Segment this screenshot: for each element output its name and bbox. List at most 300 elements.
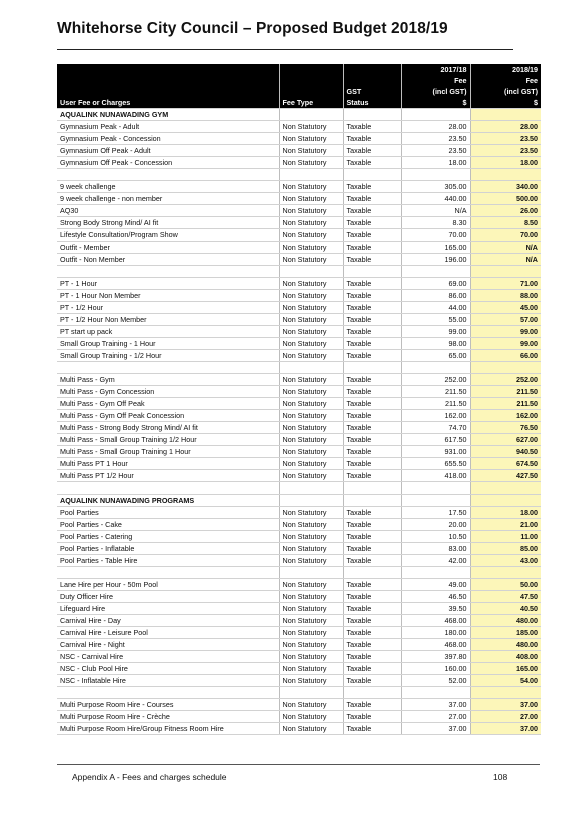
table-row [57, 590, 541, 602]
table-row [57, 711, 541, 723]
fee-type-cell: Non Statutory [279, 193, 343, 205]
table-row [57, 181, 541, 193]
fee-2018-cell: 47.50 [470, 590, 541, 602]
desc-cell: Small Group Training - 1 Hour [57, 337, 279, 349]
fee-2017-cell: 397.80 [401, 651, 470, 663]
gst-cell: Taxable [343, 205, 401, 217]
section-heading-row [57, 494, 541, 506]
table-row [57, 386, 541, 398]
fee-type-cell [279, 566, 343, 578]
fee-2018-cell: 185.00 [470, 627, 541, 639]
desc-cell: PT - 1 Hour Non Member [57, 289, 279, 301]
desc-cell: NSC - Inflatable Hire [57, 675, 279, 687]
fee-type-cell: Non Statutory [279, 711, 343, 723]
table-row [57, 651, 541, 663]
fee-type-cell: Non Statutory [279, 578, 343, 590]
fee-2017-cell [401, 265, 470, 277]
fee-type-cell: Non Statutory [279, 723, 343, 735]
fee-2017-cell: 8.30 [401, 217, 470, 229]
table-row [57, 145, 541, 157]
gst-cell: Taxable [343, 422, 401, 434]
fee-type-cell: Non Statutory [279, 530, 343, 542]
fee-2017-cell: 55.00 [401, 313, 470, 325]
desc-cell: Multi Pass - Gym Concession [57, 386, 279, 398]
fee-type-cell: Non Statutory [279, 639, 343, 651]
page-title: Whitehorse City Council – Proposed Budget 2018/19 [57, 20, 448, 37]
table-row [57, 398, 541, 410]
gst-cell: Taxable [343, 253, 401, 265]
fee-2017-cell: 18.00 [401, 157, 470, 169]
desc-cell: Pool Parties - Catering [57, 530, 279, 542]
fee-2018-cell: 340.00 [470, 181, 541, 193]
fee-2017-cell: 252.00 [401, 374, 470, 386]
fee-2018-cell [470, 687, 541, 699]
gst-cell: Taxable [343, 229, 401, 241]
gst-cell: Taxable [343, 145, 401, 157]
fee-type-cell: Non Statutory [279, 313, 343, 325]
desc-cell: Gymnasium Off Peak - Adult [57, 145, 279, 157]
gst-cell: Taxable [343, 133, 401, 145]
fee-type-cell: Non Statutory [279, 590, 343, 602]
fee-2018-cell [470, 265, 541, 277]
gst-cell: Taxable [343, 374, 401, 386]
fee-type-cell: Non Statutory [279, 422, 343, 434]
fee-type-cell [279, 494, 343, 506]
table-row [57, 554, 541, 566]
fee-2018-cell: 99.00 [470, 325, 541, 337]
fee-type-cell: Non Statutory [279, 614, 343, 626]
fee-2017-cell: 27.00 [401, 711, 470, 723]
desc-cell: Carnival Hire - Night [57, 639, 279, 651]
fee-2018-cell: 23.50 [470, 133, 541, 145]
fee-type-cell: Non Statutory [279, 374, 343, 386]
fee-type-cell: Non Statutory [279, 289, 343, 301]
desc-cell [57, 566, 279, 578]
gst-cell: Taxable [343, 590, 401, 602]
fee-2017-cell: 37.00 [401, 699, 470, 711]
fee-2018-cell [470, 361, 541, 373]
table-row [57, 217, 541, 229]
fee-2018-cell: 37.00 [470, 723, 541, 735]
desc-cell: Multi Pass - Strong Body Strong Mind/ AI fit [57, 422, 279, 434]
gst-cell: Taxable [343, 446, 401, 458]
table-row [57, 205, 541, 217]
gst-cell: Taxable [343, 723, 401, 735]
gst-cell: Taxable [343, 711, 401, 723]
gst-cell: Taxable [343, 398, 401, 410]
gst-cell: Taxable [343, 349, 401, 361]
table-row [57, 337, 541, 349]
desc-cell: 9 week challenge - non member [57, 193, 279, 205]
fee-type-cell: Non Statutory [279, 434, 343, 446]
fee-2018-cell: 70.00 [470, 229, 541, 241]
gst-cell: Taxable [343, 301, 401, 313]
gst-cell: Taxable [343, 181, 401, 193]
fee-2018-cell: 18.00 [470, 506, 541, 518]
table-row [57, 627, 541, 639]
fee-2018-cell: 37.00 [470, 699, 541, 711]
fee-2017-cell [401, 494, 470, 506]
fee-2017-cell: 83.00 [401, 542, 470, 554]
fee-2018-cell: 28.00 [470, 121, 541, 133]
fee-2017-cell: 162.00 [401, 410, 470, 422]
fee-2017-cell: 196.00 [401, 253, 470, 265]
table-header [57, 64, 541, 109]
table-row [57, 229, 541, 241]
fee-2018-cell: 45.00 [470, 301, 541, 313]
fee-2017-cell: 74.70 [401, 422, 470, 434]
desc-cell: Pool Parties - Cake [57, 518, 279, 530]
fee-2017-cell: 23.50 [401, 145, 470, 157]
desc-cell: Multi Pass - Gym Off Peak Concession [57, 410, 279, 422]
fee-2017-cell: 65.00 [401, 349, 470, 361]
fee-2017-cell: 49.00 [401, 578, 470, 590]
fee-2017-cell: 70.00 [401, 229, 470, 241]
table-row [57, 663, 541, 675]
spacer-row [57, 169, 541, 181]
fee-type-cell: Non Statutory [279, 506, 343, 518]
fee-2018-cell: 85.00 [470, 542, 541, 554]
table-row [57, 241, 541, 253]
fee-2018-cell [470, 109, 541, 121]
fee-2018-cell: 88.00 [470, 289, 541, 301]
fee-2017-cell: 28.00 [401, 121, 470, 133]
fee-type-cell: Non Statutory [279, 133, 343, 145]
fee-2017-cell: 418.00 [401, 470, 470, 482]
gst-cell: Taxable [343, 325, 401, 337]
fee-2018-cell: 500.00 [470, 193, 541, 205]
spacer-row [57, 265, 541, 277]
gst-cell: Taxable [343, 410, 401, 422]
fee-2017-cell [401, 169, 470, 181]
gst-cell: Taxable [343, 675, 401, 687]
gst-cell [343, 361, 401, 373]
table-row [57, 277, 541, 289]
fee-type-cell: Non Statutory [279, 277, 343, 289]
table-row [57, 434, 541, 446]
fee-type-cell: Non Statutory [279, 398, 343, 410]
fee-2018-cell: 408.00 [470, 651, 541, 663]
table-row [57, 699, 541, 711]
footer-label: Appendix A - Fees and charges schedule [72, 772, 227, 782]
gst-cell: Taxable [343, 157, 401, 169]
fee-2017-cell: 165.00 [401, 241, 470, 253]
desc-cell [57, 265, 279, 277]
fee-type-cell: Non Statutory [279, 121, 343, 133]
fee-2018-cell: 71.00 [470, 277, 541, 289]
desc-cell: Lifeguard Hire [57, 602, 279, 614]
fee-2018-cell: 26.00 [470, 205, 541, 217]
gst-cell: Taxable [343, 386, 401, 398]
desc-cell: Strong Body Strong Mind/ AI fit [57, 217, 279, 229]
table-row [57, 253, 541, 265]
fee-2018-cell: 11.00 [470, 530, 541, 542]
gst-cell: Taxable [343, 277, 401, 289]
fee-2018-cell [470, 566, 541, 578]
table-row [57, 675, 541, 687]
fee-2018-cell: 27.00 [470, 711, 541, 723]
table-row [57, 506, 541, 518]
fee-2018-cell: 427.50 [470, 470, 541, 482]
gst-cell: Taxable [343, 121, 401, 133]
gst-cell [343, 109, 401, 121]
gst-cell: Taxable [343, 542, 401, 554]
fee-2018-cell: 99.00 [470, 337, 541, 349]
fee-2018-cell: 162.00 [470, 410, 541, 422]
fee-2017-cell: 617.50 [401, 434, 470, 446]
fee-2017-cell [401, 361, 470, 373]
table-row [57, 723, 541, 735]
fee-2018-cell: 211.50 [470, 386, 541, 398]
fee-2017-cell: 99.00 [401, 325, 470, 337]
table-row [57, 313, 541, 325]
fee-2017-cell: 20.00 [401, 518, 470, 530]
desc-cell: Multi Purpose Room Hire - Crèche [57, 711, 279, 723]
fee-2018-cell [470, 494, 541, 506]
desc-cell: Multi Pass - Gym [57, 374, 279, 386]
fee-2018-cell: 40.50 [470, 602, 541, 614]
fee-2017-cell: 37.00 [401, 723, 470, 735]
fee-type-cell [279, 109, 343, 121]
fee-type-cell: Non Statutory [279, 157, 343, 169]
desc-cell: NSC - Club Pool Hire [57, 663, 279, 675]
fee-2017-cell: 468.00 [401, 614, 470, 626]
fee-type-cell: Non Statutory [279, 542, 343, 554]
fee-2018-cell: 480.00 [470, 639, 541, 651]
fee-type-cell [279, 482, 343, 494]
desc-cell: Multi Pass PT 1 Hour [57, 458, 279, 470]
spacer-row [57, 566, 541, 578]
desc-cell: Multi Pass - Small Group Training 1/2 Hour [57, 434, 279, 446]
fee-2017-cell: 23.50 [401, 133, 470, 145]
fee-2017-cell: 211.50 [401, 386, 470, 398]
fee-type-cell: Non Statutory [279, 518, 343, 530]
page-number: 108 [493, 772, 508, 782]
table-row [57, 614, 541, 626]
spacer-row [57, 687, 541, 699]
fee-2018-cell: 165.00 [470, 663, 541, 675]
table-row [57, 542, 541, 554]
table-row [57, 530, 541, 542]
fee-type-cell [279, 361, 343, 373]
desc-cell: PT - 1 Hour [57, 277, 279, 289]
fee-type-cell [279, 169, 343, 181]
fee-type-cell: Non Statutory [279, 325, 343, 337]
fee-2018-cell: 43.00 [470, 554, 541, 566]
gst-cell: Taxable [343, 518, 401, 530]
table-row [57, 410, 541, 422]
desc-cell [57, 361, 279, 373]
desc-cell: Carnival Hire - Leisure Pool [57, 627, 279, 639]
table-row [57, 470, 541, 482]
gst-cell: Taxable [343, 651, 401, 663]
gst-cell: Taxable [343, 434, 401, 446]
fee-type-cell: Non Statutory [279, 651, 343, 663]
section-heading: AQUALINK NUNAWADING PROGRAMS [57, 494, 279, 506]
fee-type-cell: Non Statutory [279, 446, 343, 458]
table-row [57, 639, 541, 651]
fee-type-cell: Non Statutory [279, 205, 343, 217]
gst-cell: Taxable [343, 193, 401, 205]
col-header-fee-2017: 2017/18 Fee (incl GST) $ [401, 64, 470, 109]
fee-type-cell: Non Statutory [279, 699, 343, 711]
fee-2017-cell: 10.50 [401, 530, 470, 542]
fee-type-cell [279, 687, 343, 699]
fee-2018-cell: N/A [470, 253, 541, 265]
fee-2017-cell: 211.50 [401, 398, 470, 410]
fee-type-cell: Non Statutory [279, 217, 343, 229]
table-row [57, 349, 541, 361]
gst-cell: Taxable [343, 530, 401, 542]
gst-cell: Taxable [343, 578, 401, 590]
spacer-row [57, 361, 541, 373]
fee-2018-cell: 252.00 [470, 374, 541, 386]
gst-cell: Taxable [343, 337, 401, 349]
fee-2017-cell [401, 482, 470, 494]
desc-cell: Pool Parties - Inflatable [57, 542, 279, 554]
fee-2017-cell: 52.00 [401, 675, 470, 687]
table-body [57, 109, 541, 735]
gst-cell: Taxable [343, 506, 401, 518]
fee-type-cell: Non Statutory [279, 470, 343, 482]
gst-cell: Taxable [343, 699, 401, 711]
fee-2018-cell: 57.00 [470, 313, 541, 325]
table-row [57, 133, 541, 145]
fee-2018-cell: 54.00 [470, 675, 541, 687]
fee-2018-cell [470, 482, 541, 494]
desc-cell: Lifestyle Consultation/Program Show [57, 229, 279, 241]
gst-cell: Taxable [343, 217, 401, 229]
gst-cell: Taxable [343, 470, 401, 482]
fee-2018-cell [470, 169, 541, 181]
table-row [57, 325, 541, 337]
fee-2017-cell [401, 566, 470, 578]
col-header-fee-type: Fee Type [279, 64, 343, 109]
gst-cell: Taxable [343, 458, 401, 470]
desc-cell: Small Group Training - 1/2 Hour [57, 349, 279, 361]
desc-cell: NSC - Carnival Hire [57, 651, 279, 663]
gst-cell: Taxable [343, 614, 401, 626]
desc-cell: Pool Parties - Table Hire [57, 554, 279, 566]
table-row [57, 578, 541, 590]
fee-type-cell: Non Statutory [279, 145, 343, 157]
col-header-fee-2018: 2018/19 Fee (incl GST) $ [470, 64, 541, 109]
fee-type-cell: Non Statutory [279, 675, 343, 687]
fee-2018-cell: 66.00 [470, 349, 541, 361]
desc-cell: Gymnasium Off Peak - Concession [57, 157, 279, 169]
fee-type-cell: Non Statutory [279, 349, 343, 361]
desc-cell: Outfit - Non Member [57, 253, 279, 265]
desc-cell: Multi Pass - Small Group Training 1 Hour [57, 446, 279, 458]
fee-2018-cell: 211.50 [470, 398, 541, 410]
gst-cell: Taxable [343, 554, 401, 566]
section-heading-row [57, 109, 541, 121]
fee-2017-cell [401, 687, 470, 699]
fee-2017-cell: 17.50 [401, 506, 470, 518]
gst-cell [343, 265, 401, 277]
gst-cell: Taxable [343, 289, 401, 301]
spacer-row [57, 482, 541, 494]
footer-divider [57, 764, 540, 765]
fee-2017-cell: 440.00 [401, 193, 470, 205]
fee-type-cell: Non Statutory [279, 229, 343, 241]
fee-2017-cell: 468.00 [401, 639, 470, 651]
fee-type-cell: Non Statutory [279, 181, 343, 193]
table-row [57, 289, 541, 301]
desc-cell [57, 687, 279, 699]
desc-cell: AQ30 [57, 205, 279, 217]
desc-cell: Multi Pass PT 1/2 Hour [57, 470, 279, 482]
desc-cell: Multi Purpose Room Hire/Group Fitness Room Hire [57, 723, 279, 735]
fee-2018-cell: 8.50 [470, 217, 541, 229]
fee-2018-cell: 480.00 [470, 614, 541, 626]
desc-cell: PT start up pack [57, 325, 279, 337]
fee-2017-cell: 160.00 [401, 663, 470, 675]
table-row [57, 422, 541, 434]
table-row [57, 458, 541, 470]
fee-2018-cell: N/A [470, 241, 541, 253]
gst-cell: Taxable [343, 602, 401, 614]
desc-cell: Multi Pass - Gym Off Peak [57, 398, 279, 410]
fee-2017-cell: 98.00 [401, 337, 470, 349]
table-row [57, 121, 541, 133]
fee-2017-cell: 180.00 [401, 627, 470, 639]
fee-2018-cell: 674.50 [470, 458, 541, 470]
desc-cell: Multi Purpose Room Hire - Courses [57, 699, 279, 711]
gst-cell: Taxable [343, 663, 401, 675]
gst-cell [343, 169, 401, 181]
title-divider [57, 49, 513, 50]
fee-type-cell: Non Statutory [279, 627, 343, 639]
gst-cell [343, 687, 401, 699]
gst-cell [343, 494, 401, 506]
fee-2017-cell: 305.00 [401, 181, 470, 193]
gst-cell: Taxable [343, 639, 401, 651]
table-row [57, 157, 541, 169]
fee-2017-cell: 69.00 [401, 277, 470, 289]
fee-type-cell: Non Statutory [279, 554, 343, 566]
table-row [57, 193, 541, 205]
gst-cell: Taxable [343, 313, 401, 325]
fee-2018-cell: 940.50 [470, 446, 541, 458]
fee-type-cell [279, 265, 343, 277]
fee-2018-cell: 627.00 [470, 434, 541, 446]
desc-cell: Carnival Hire - Day [57, 614, 279, 626]
fee-type-cell: Non Statutory [279, 301, 343, 313]
desc-cell [57, 169, 279, 181]
fee-2017-cell: 655.50 [401, 458, 470, 470]
gst-cell [343, 482, 401, 494]
fee-2018-cell: 21.00 [470, 518, 541, 530]
fees-table [57, 64, 541, 735]
desc-cell: 9 week challenge [57, 181, 279, 193]
desc-cell [57, 482, 279, 494]
desc-cell: Pool Parties [57, 506, 279, 518]
fee-2017-cell: 39.50 [401, 602, 470, 614]
fee-2018-cell: 50.00 [470, 578, 541, 590]
fee-2017-cell: 86.00 [401, 289, 470, 301]
col-header-gst: GST Status [343, 64, 401, 109]
fee-2017-cell [401, 109, 470, 121]
fee-type-cell: Non Statutory [279, 241, 343, 253]
section-heading: AQUALINK NUNAWADING GYM [57, 109, 279, 121]
fee-2017-cell: 44.00 [401, 301, 470, 313]
fee-2017-cell: 42.00 [401, 554, 470, 566]
fee-2018-cell: 18.00 [470, 157, 541, 169]
fee-2017-cell: N/A [401, 205, 470, 217]
table-row [57, 446, 541, 458]
table-row [57, 301, 541, 313]
